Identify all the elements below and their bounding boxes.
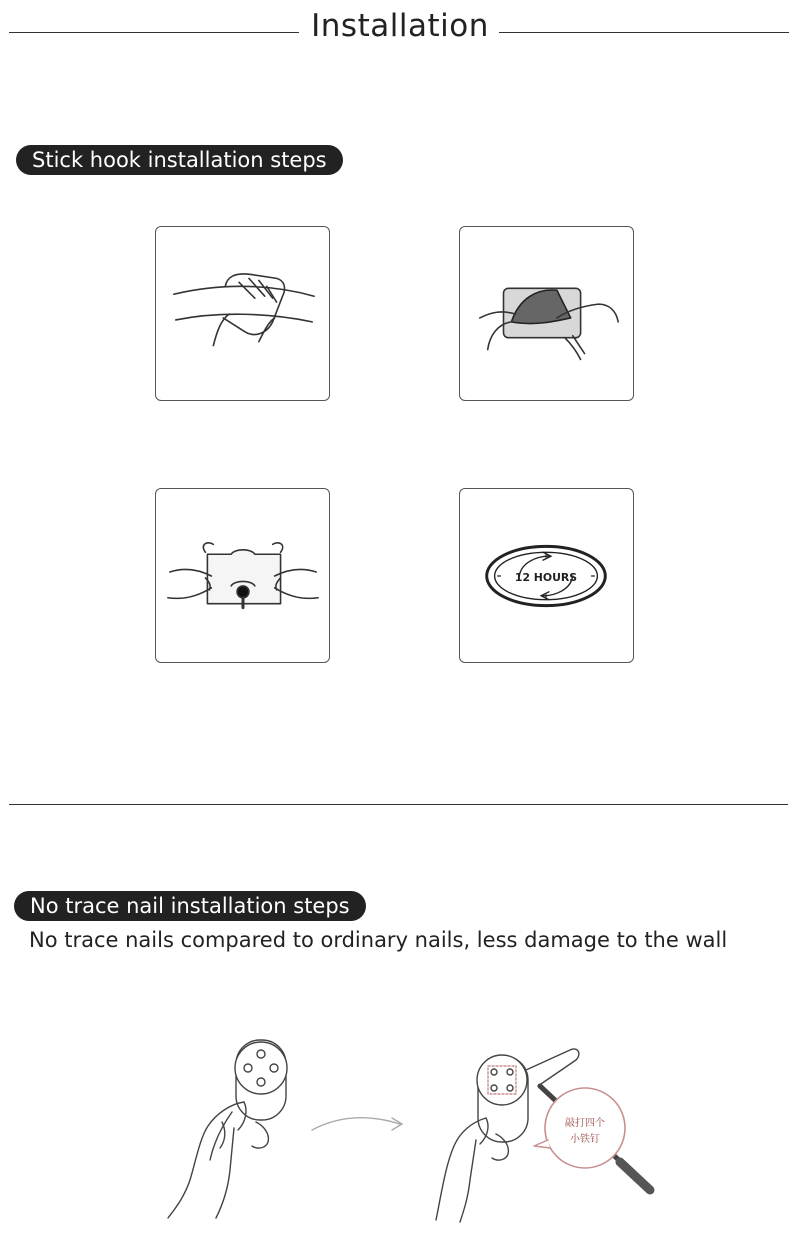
stick-hook-section-label: Stick hook installation steps	[16, 145, 343, 175]
next-step-arrow-icon	[308, 1110, 408, 1140]
page-title-text: Installation	[301, 8, 499, 44]
step-card-press-hook	[155, 488, 330, 663]
hand-holding-hook-illustration	[160, 1030, 300, 1220]
step-card-clean-wall	[155, 226, 330, 401]
peel-film-icon	[460, 227, 633, 400]
nail-section-description: No trace nails compared to ordinary nails, less damage to the wall	[29, 928, 728, 952]
section-divider	[9, 804, 788, 805]
hammer-nailing-illustration	[430, 1030, 710, 1230]
step-card-peel-film	[459, 226, 634, 401]
bubble-text-line2: 小铁钉	[570, 1134, 600, 1145]
wait-12-hours-icon	[460, 489, 633, 662]
clock-label: 12 HOURS	[514, 570, 578, 584]
clean-wall-icon	[156, 227, 329, 400]
step-card-wait	[459, 488, 634, 663]
nail-section-label: No trace nail installation steps	[14, 891, 366, 921]
press-hook-icon	[156, 489, 329, 662]
page-title	[0, 8, 800, 44]
bubble-text-line1: 敲打四个	[565, 1118, 605, 1129]
